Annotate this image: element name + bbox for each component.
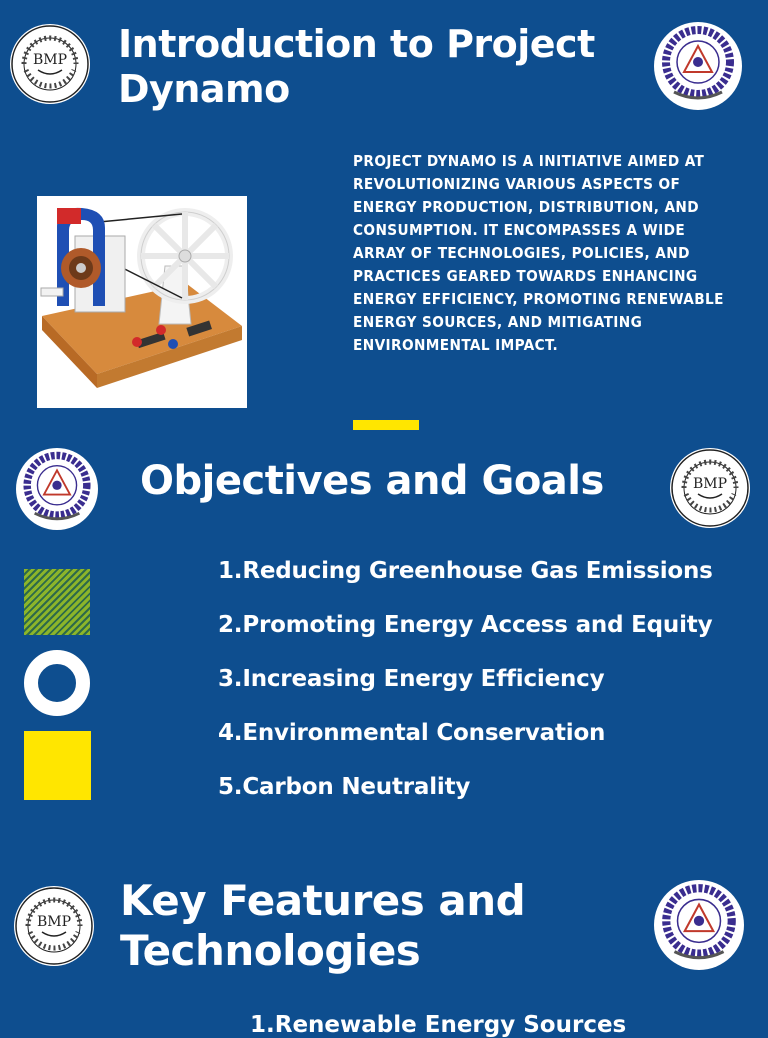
- svg-text:BMP: BMP: [32, 52, 68, 68]
- svg-text:BMP: BMP: [36, 914, 72, 930]
- institute-logo-mid-left: [16, 448, 98, 530]
- bmp-logo-top-left: [10, 24, 90, 104]
- intro-description: PROJECT DYNAMO IS A INITIATIVE AIMED AT REVOLUTIONIZING VARIOUS ASPECTS OF ENERGY PRODUCTION, DISTRIBUTION, AND CONSUMPTION. IT ENCOMPASSES A WIDE ARRAY OF TECHNOLOGIES, POLICIES, AND PRACTICES GEARED TOWARDS ENHANCING ENERGY EFFICIENCY, PROMOTING RENEWABLE ENERGY SOURCES, AND MITIGATING ENVIRONMENTAL IMPACT.: [353, 152, 724, 354]
- yellow-square-shape: [24, 731, 91, 800]
- objective-item: 5.Carbon Neutrality: [218, 774, 471, 800]
- hatched-green-square: [24, 569, 90, 635]
- svg-text:BMP: BMP: [692, 476, 728, 492]
- bmp-logo-mid-right: [670, 448, 750, 528]
- features-title: Key Features and Technologies: [120, 876, 526, 975]
- feature-item-partial: 1.Renewable Energy Sources: [250, 1012, 627, 1038]
- bmp-logo-bottom-left: [14, 886, 94, 966]
- white-ring-shape: [24, 650, 90, 716]
- objective-item: 2.Promoting Energy Access and Equity: [218, 612, 713, 638]
- objectives-list: [218, 556, 713, 826]
- dynamo-model-photo: [37, 196, 247, 408]
- objective-item: 3.Increasing Energy Efficiency: [218, 666, 605, 692]
- objective-item: 1.Reducing Greenhouse Gas Emissions: [218, 558, 713, 584]
- objective-item: 4.Environmental Conservation: [218, 720, 606, 746]
- objectives-title: Objectives and Goals: [140, 458, 604, 504]
- intro-title: Introduction to Project Dynamo: [118, 22, 595, 111]
- institute-logo-top-right: [654, 22, 742, 110]
- yellow-accent-bar: [353, 420, 419, 430]
- institute-logo-bottom-right: [654, 880, 744, 970]
